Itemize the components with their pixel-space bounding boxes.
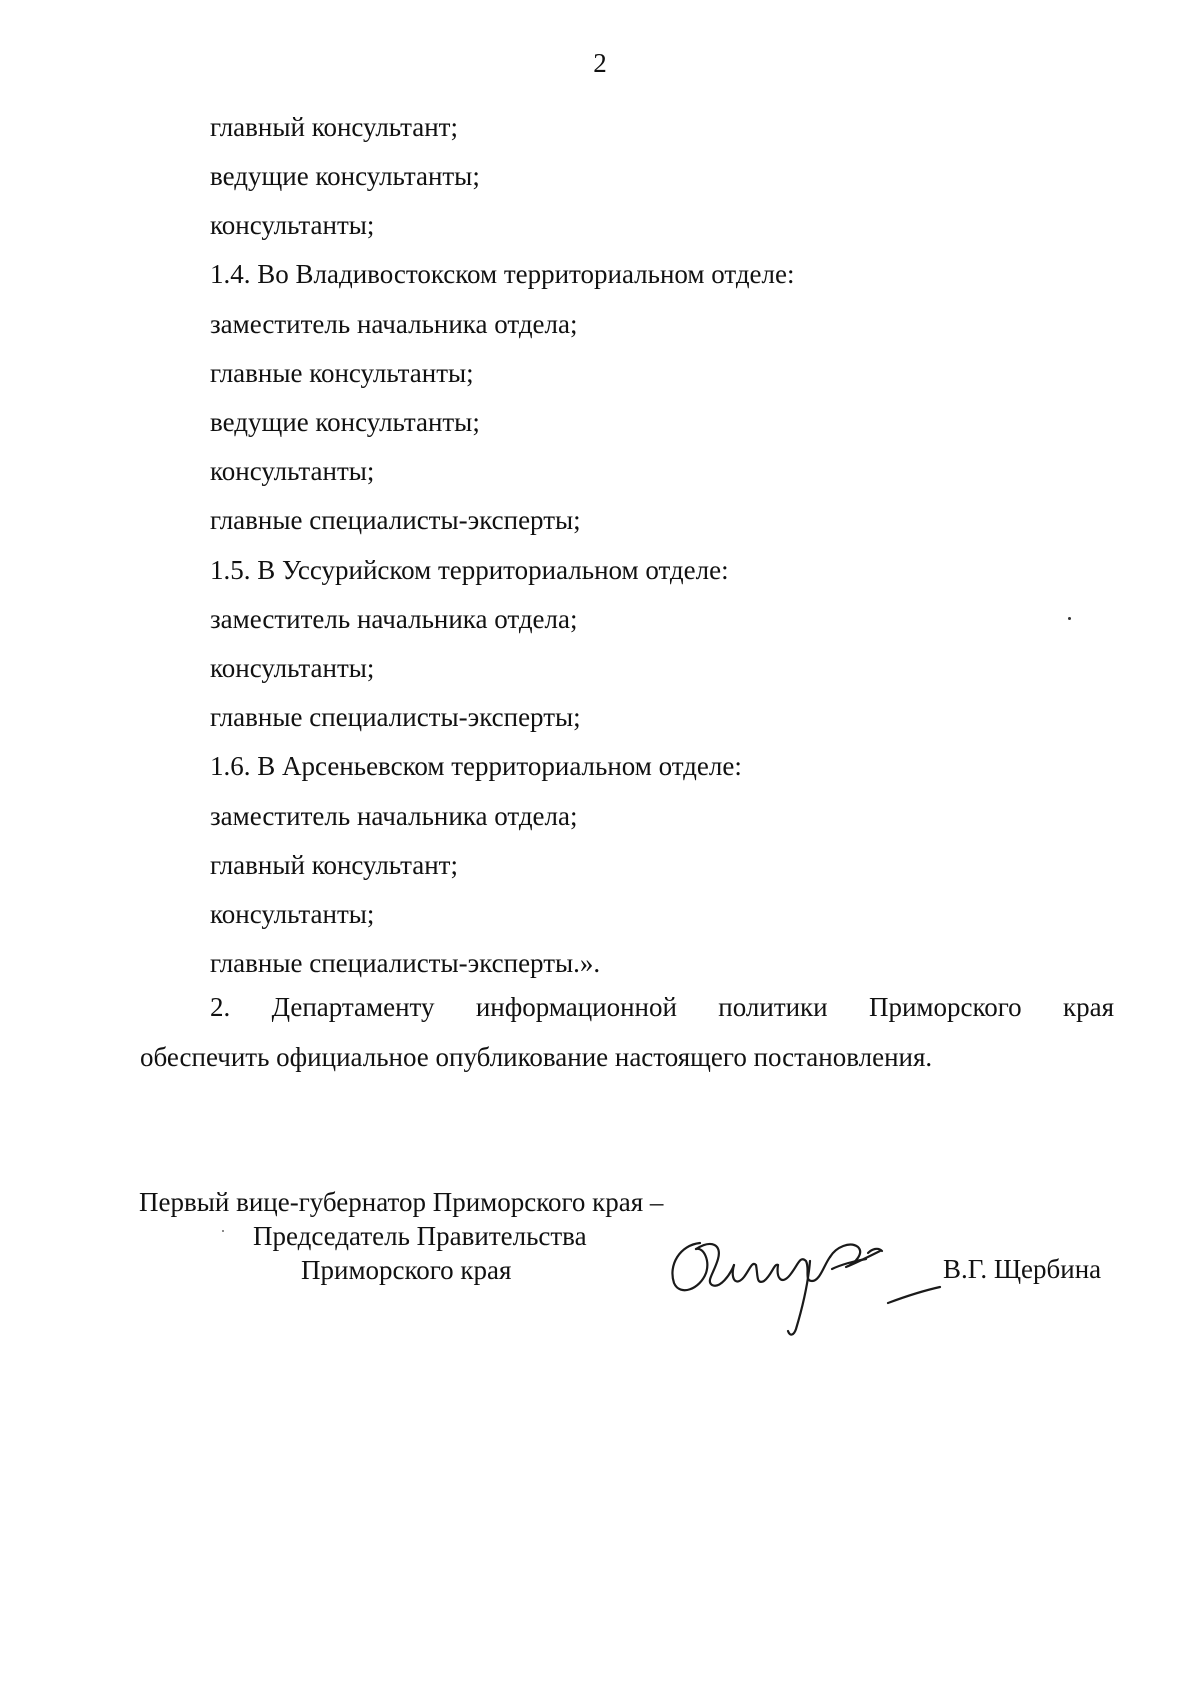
list-line: консультанты; <box>210 653 375 683</box>
list-line: главные специалисты-эксперты.». <box>210 948 601 978</box>
scan-speck <box>1068 617 1071 620</box>
paragraph-2-word: Департаменту <box>271 992 435 1022</box>
list-line: заместитель начальника отдела; <box>210 309 578 339</box>
list-line: ведущие консультанты; <box>210 407 480 437</box>
section-heading: 1.6. В Арсеньевском территориальном отделе: <box>210 751 742 781</box>
list-line: главные консультанты; <box>210 358 474 388</box>
list-line: консультанты; <box>210 210 375 240</box>
signatory-name: В.Г. Щербина <box>943 1254 1102 1284</box>
handwritten-signature <box>660 1225 950 1340</box>
list-line: заместитель начальника отдела; <box>210 801 578 831</box>
paragraph-2-first-line <box>210 992 1114 1023</box>
list-line: консультанты; <box>210 456 375 486</box>
signatory-title-line: Первый вице-губернатор Приморского края – <box>139 1187 664 1217</box>
list-line: консультанты; <box>210 899 375 929</box>
paragraph-2-word: 2. <box>210 992 231 1022</box>
paragraph-2-word: политики <box>718 992 828 1022</box>
paragraph-2-word: Приморского <box>868 992 1022 1022</box>
list-line: главные специалисты-эксперты; <box>210 702 581 732</box>
list-line: главный консультант; <box>210 112 458 142</box>
list-line: главный консультант; <box>210 850 458 880</box>
page-number: 2 <box>593 48 607 78</box>
list-line: заместитель начальника отдела; <box>210 604 578 634</box>
section-heading: 1.4. Во Владивостокском территориальном отделе: <box>210 259 795 289</box>
paragraph-2-word: края <box>1063 992 1115 1022</box>
list-line: главные специалисты-эксперты; <box>210 505 581 535</box>
paragraph-2-second-line: обеспечить официальное опубликование настоящего постановления. <box>140 1042 933 1072</box>
list-line: ведущие консультанты; <box>210 161 480 191</box>
scan-speck <box>222 1230 224 1232</box>
signatory-title-line: Приморского края <box>301 1255 512 1285</box>
paragraph-2-word: информационной <box>475 992 677 1022</box>
signatory-title-line: Председатель Правительства <box>253 1221 587 1251</box>
section-heading: 1.5. В Уссурийском территориальном отделе: <box>210 555 729 585</box>
